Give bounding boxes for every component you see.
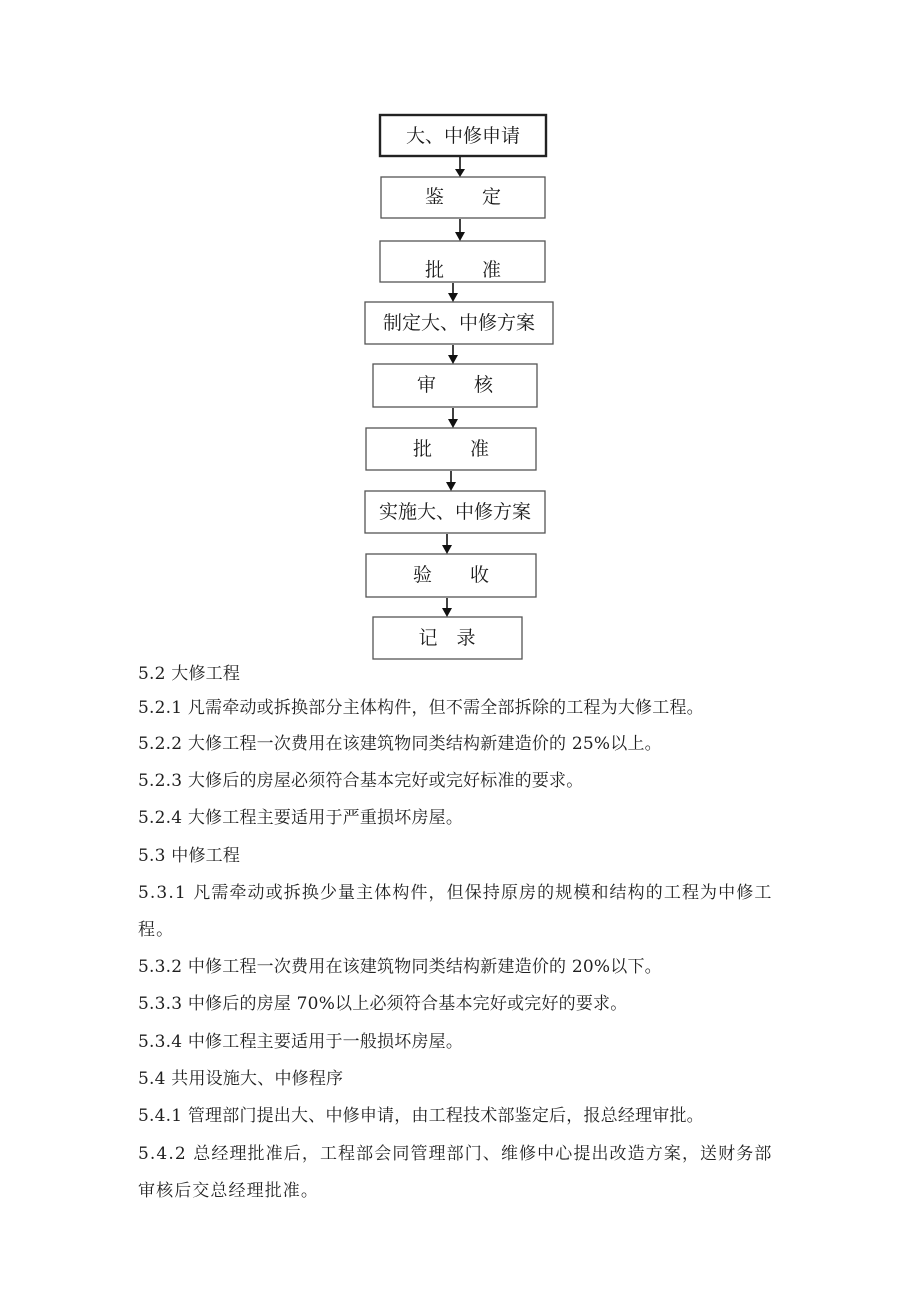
flow-arrow xyxy=(442,598,452,617)
flow-step-application xyxy=(380,115,546,156)
flow-step-label: 实施大、中修方案 xyxy=(378,501,532,523)
flow-step-record xyxy=(373,617,522,659)
paragraph-5-2-4: 5.2.4 大修工程主要适用于严重损坏房屋。 xyxy=(138,808,464,828)
flow-arrow xyxy=(448,283,458,302)
paragraph-5-2-1: 5.2.1 凡需牵动或拆换部分主体构件，但不需全部拆除的工程为大修工程。 xyxy=(138,698,704,718)
flow-arrow xyxy=(446,471,456,491)
flow-arrow xyxy=(442,534,452,554)
paragraph-5-3-1: 5.3.1 凡需牵动或拆换少量主体构件，但保持原房的规模和结构的工程为中修工程。 xyxy=(138,883,773,940)
paragraph-5-4-1: 5.4.1 管理部门提出大、中修申请，由工程技术部鉴定后，报总经理审批。 xyxy=(138,1106,704,1126)
paragraph-5-2-3: 5.2.3 大修后的房屋必须符合基本完好或完好标准的要求。 xyxy=(138,771,584,791)
flow-step-label: 验 收 xyxy=(412,564,490,586)
flow-step-label: 鉴 定 xyxy=(424,186,502,208)
flow-step-review xyxy=(373,364,537,407)
flow-arrow xyxy=(448,408,458,428)
flow-step-acceptance xyxy=(366,554,536,597)
flow-step-label: 批 准 xyxy=(424,259,502,281)
flow-step-approval xyxy=(380,241,545,282)
flow-step-implement xyxy=(365,491,545,533)
flow-step-approval-2 xyxy=(366,428,536,470)
flow-arrow xyxy=(448,345,458,364)
paragraph-5-3-2: 5.3.2 中修工程一次费用在该建筑物同类结构新建造价的 20%以下。 xyxy=(138,957,662,977)
flow-step-label: 记 录 xyxy=(418,627,476,649)
flow-step-label: 大、中修申请 xyxy=(405,125,521,147)
flow-step-label: 批 准 xyxy=(412,438,490,460)
flow-arrow xyxy=(455,219,465,241)
flow-step-plan xyxy=(365,302,553,344)
section-heading-5-4: 5.4 共用设施大、中修程序 xyxy=(138,1069,344,1089)
paragraph-5-4-2: 5.4.2 总经理批准后，工程部会同管理部门、维修中心提出改造方案，送财务部审核后交总经理批准。 xyxy=(138,1144,773,1201)
flow-step-label: 制定大、中修方案 xyxy=(382,312,536,334)
section-heading-5-3: 5.3 中修工程 xyxy=(138,846,241,866)
paragraph-5-3-4: 5.3.4 中修工程主要适用于一般损坏房屋。 xyxy=(138,1032,464,1052)
paragraph-5-3-3: 5.3.3 中修后的房屋 70%以上必须符合基本完好或完好的要求。 xyxy=(138,994,628,1014)
section-heading-5-2: 5.2 大修工程 xyxy=(138,664,241,684)
flow-step-label: 审 核 xyxy=(416,374,494,396)
flow-arrow xyxy=(455,157,465,177)
flow-step-appraisal xyxy=(381,177,545,218)
paragraph-5-2-2: 5.2.2 大修工程一次费用在该建筑物同类结构新建造价的 25%以上。 xyxy=(138,734,662,754)
